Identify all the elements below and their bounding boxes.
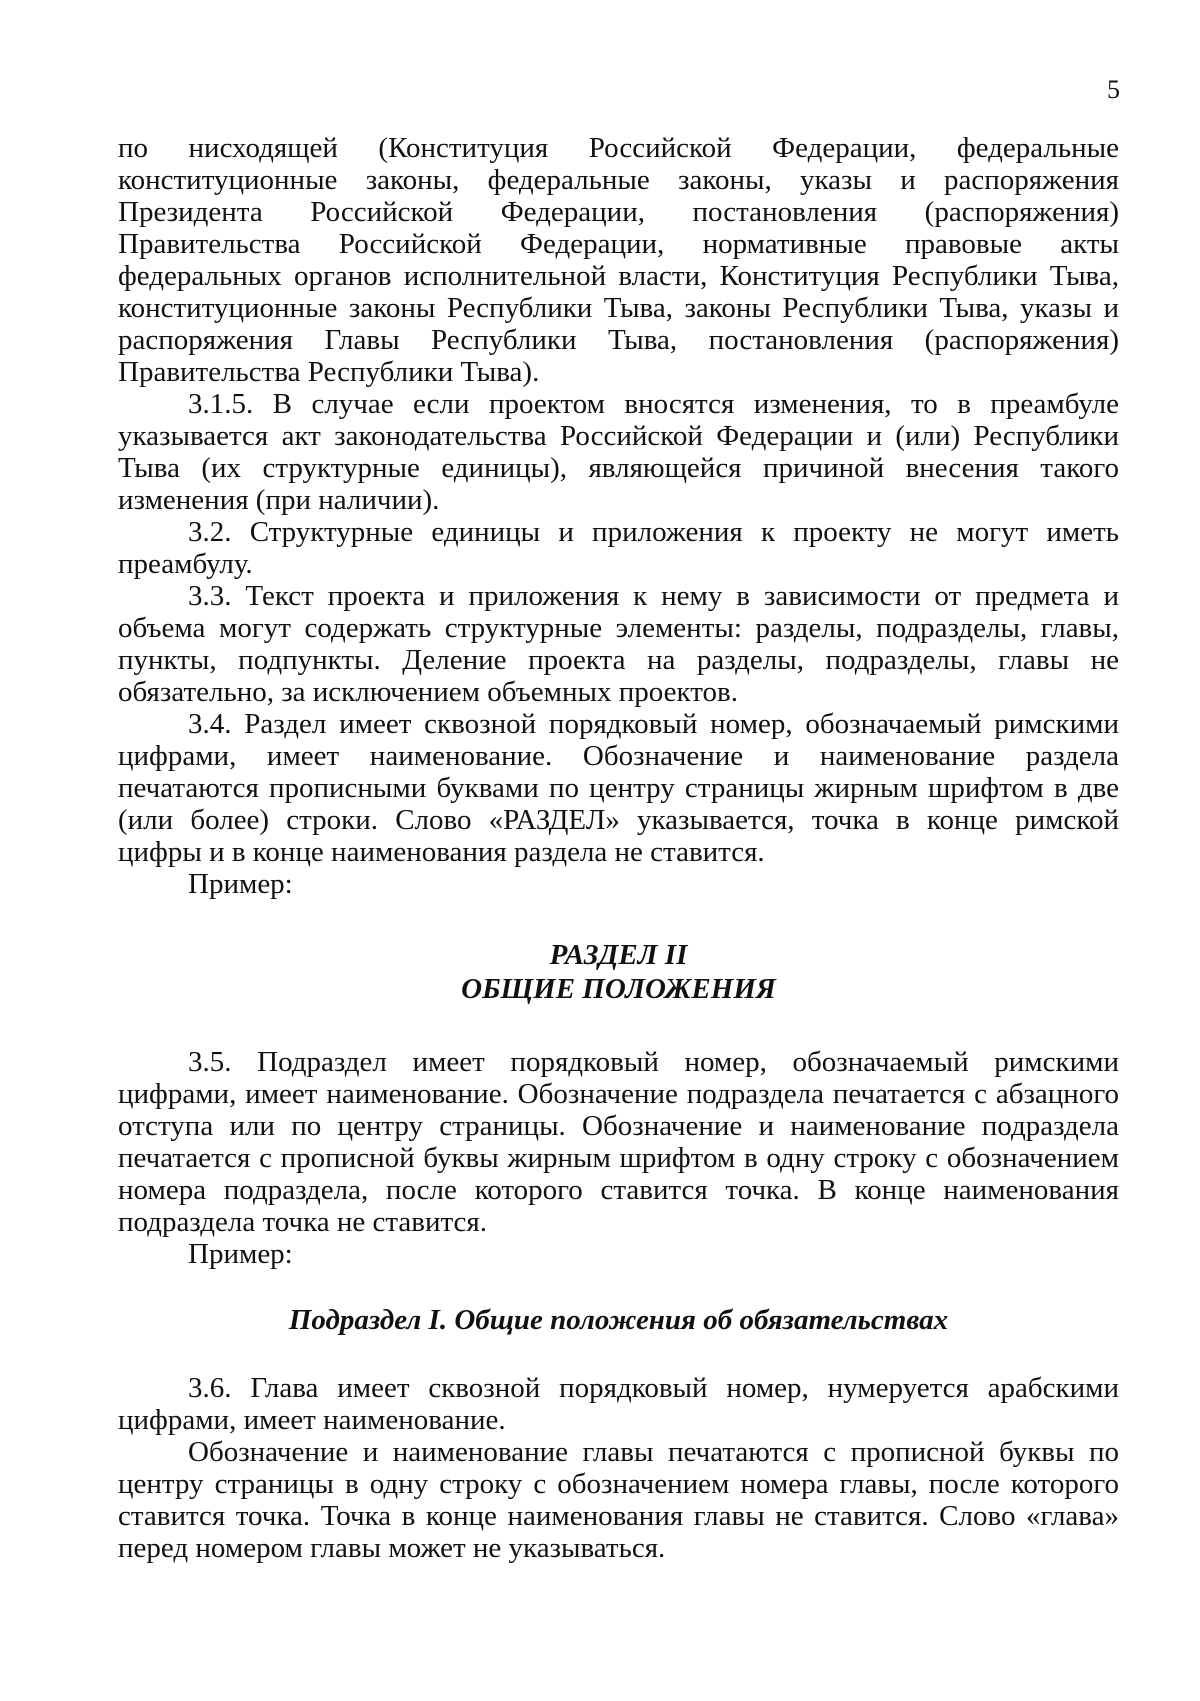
page-number: 5 [1107,75,1120,104]
example-label-1: Пример: [188,868,293,900]
example-section-heading-line-1: РАЗДЕЛ II [549,939,688,971]
paragraph-3-4: 3.4. Раздел имеет сквозной порядковый номер, обозначаемый римскими цифрами, имеет наименование. Обозначение и наименование раздела печатаются прописными буквами по центру страницы жирным шрифтом в две (или более) строки. Слово «РАЗДЕЛ» указывается, точка в конце римской цифры и в конце наименования раздела не ставится. [118,708,1119,868]
example-label-2: Пример: [188,1238,293,1270]
example-subsection-heading: Подраздел I. Общие положения об обязательствах [288,1304,949,1336]
example-section-heading-line-2: ОБЩИЕ ПОЛОЖЕНИЯ [461,973,776,1005]
paragraph-3-6: 3.6. Глава имеет сквозной порядковый номер, нумеруется арабскими цифрами, имеет наименование. [118,1372,1119,1436]
paragraph-3-2: 3.2. Структурные единицы и приложения к проекту не могут иметь преамбулу. [118,516,1119,580]
paragraph-3-6-continuation: Обозначение и наименование главы печатаются с прописной буквы по центру страницы в одну строку с обозначением номера главы, после которого ставится точка. Точка в конце наименования главы не ставится. Слово «глава» перед номером главы может не указываться. [118,1436,1119,1564]
paragraph-3-3: 3.3. Текст проекта и приложения к нему в зависимости от предмета и объема могут содержать структурные элементы: разделы, подразделы, главы, пункты, подпункты. Деление проекта на разделы, подразделы, главы не обязательно, за исключением объемных проектов. [118,580,1119,708]
document-body [118,132,1119,1564]
paragraph-3-1-5: 3.1.5. В случае если проектом вносятся изменения, то в преамбуле указывается акт законодательства Российской Федерации и (или) Республики Тыва (их структурные единицы), являющейся причиной внесения такого изменения (при наличии). [118,388,1119,516]
example-section-heading [118,938,1119,1006]
paragraph-3-5: 3.5. Подраздел имеет порядковый номер, обозначаемый римскими цифрами, имеет наименование. Обозначение подраздела печатается с абзацного отступа или по центру страницы. Обозначение и наименование подраздела печатается с прописной буквы жирным шрифтом в одну строку с обозначением номера подраздела, после которого ставится точка. В конце наименования подраздела точка не ставится. [118,1046,1119,1238]
paragraph-intro-continuation: по нисходящей (Конституция Российской Федерации, федеральные конституционные законы, федеральные законы, указы и распоряжения Президента Российской Федерации, постановления (распоряжения) Правительства Российской Федерации, нормативные правовые акты федеральных органов исполнительной власти, Конституция Республики Тыва, конституционные законы Республики Тыва, законы Республики Тыва, указы и распоряжения Главы Республики Тыва, постановления (распоряжения) Правительства Республики Тыва). [118,132,1119,388]
